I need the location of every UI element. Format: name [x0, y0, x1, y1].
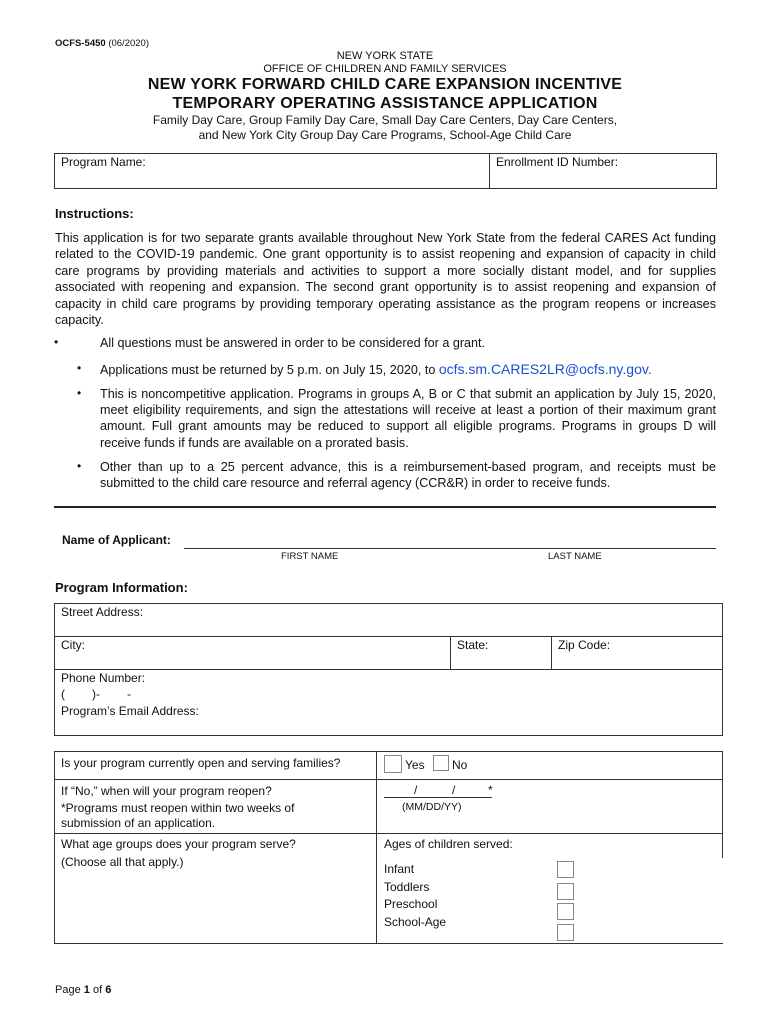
q-open-serving: Is your program currently open and serving families? — [61, 756, 341, 770]
state-label: State: — [457, 638, 489, 652]
instruction-bullet-3: This is noncompetitive application. Programs in groups A, B or C that submit an application by July 15, 2020, meet eligibility requirements, and sign the attestations will receive at least a portion of their maximum grant amount. Full grant amounts may be reduced to support all eligible programs. Programs in groups D will receive funds if funds are available on a prorated basis. — [100, 387, 716, 450]
state-field[interactable] — [453, 652, 549, 668]
section-divider — [54, 506, 716, 508]
street-address-field[interactable] — [56, 619, 720, 635]
email-address-field[interactable] — [56, 718, 720, 734]
no-checkbox[interactable] — [433, 755, 449, 771]
phone-dash: - — [127, 687, 131, 701]
reopen-date-field[interactable] — [384, 783, 492, 797]
row-divider — [54, 943, 723, 944]
age-option-school-age: School-Age — [384, 915, 447, 929]
enrollment-id-label: Enrollment ID Number: — [496, 155, 619, 169]
q-reopen-note-1: *Programs must reopen within two weeks of — [61, 801, 295, 815]
instruction-bullet-4: Other than up to a 25 percent advance, this is a reimbursement-based program, and receipts must be submitted to the child care resource and referral agency (CCR&R) in order to receive funds. — [100, 460, 716, 491]
row-divider — [54, 636, 723, 637]
page-of: of — [92, 984, 103, 996]
page-prefix: Page — [55, 984, 81, 996]
bullet-2-text: Applications must be returned by 5 p.m. on July 15, 2020, to — [100, 363, 439, 377]
last-name-caption: LAST NAME — [548, 551, 602, 562]
age-option-preschool: Preschool — [384, 897, 438, 911]
row-divider — [54, 751, 723, 752]
ages-served-label: Ages of children served: — [384, 837, 513, 851]
phone-paren-close: )- — [92, 687, 100, 701]
instruction-bullet-2 — [100, 361, 716, 378]
subtitle-line-1: Family Day Care, Group Family Day Care, Small Day Care Centers, Day Care Centers, — [152, 113, 618, 127]
last-name-field[interactable] — [456, 531, 714, 547]
city-field[interactable] — [56, 652, 448, 668]
school-age-checkbox[interactable] — [557, 924, 574, 941]
subtitle-line-2: and New York City Group Day Care Programs, School-Age Child Care — [198, 128, 572, 142]
date-required-star: * — [488, 783, 493, 797]
page-number — [55, 984, 111, 996]
form-title-line-2: TEMPORARY OPERATING ASSISTANCE APPLICATION — [172, 95, 598, 112]
bullet-dot: • — [77, 459, 82, 473]
page-current: 1 — [83, 984, 90, 996]
bullet-dot: • — [77, 361, 82, 375]
applicant-name-line — [184, 548, 716, 549]
phone-number-label: Phone Number: — [61, 671, 146, 685]
yes-label: Yes — [405, 758, 425, 772]
agency-line-1: NEW YORK STATE — [336, 50, 434, 62]
col-divider — [722, 751, 723, 858]
submission-email-link[interactable]: ocfs.sm.CARES2LR@ocfs.ny.gov — [438, 361, 648, 377]
instructions-paragraph: This application is for two separate grants available throughout New York State from the federal CARES Act funding related to the COVID-19 pandemic. One grant opportunity is to assist reopening and expansion of capacity in child care programs by providing materials and activities to support a more socially distant model, and for supplies associated with reopening and expansion. The second grant opportunity is to assist reopening and expansion of capacity in child care programs by providing temporary operating assistance as the program reopens or increases capacity. — [55, 231, 716, 328]
q-age-groups-hint: (Choose all that apply.) — [61, 855, 184, 869]
zip-code-field[interactable] — [554, 652, 720, 668]
bullet-dot: • — [77, 386, 82, 400]
preschool-checkbox[interactable] — [557, 903, 574, 920]
row-divider — [54, 833, 723, 834]
phone-paren-open: ( — [61, 687, 65, 701]
q-reopen-note-2: submission of an application. — [61, 816, 216, 830]
form-title-line-1: NEW YORK FORWARD CHILD CARE EXPANSION INCENTIVE — [147, 76, 623, 93]
date-format-hint: (MM/DD/YY) — [402, 801, 462, 813]
zip-code-label: Zip Code: — [558, 638, 611, 652]
program-name-field[interactable] — [56, 170, 486, 187]
q-age-groups: What age groups does your program serve? — [61, 837, 296, 851]
bullet-dot: • — [54, 335, 59, 349]
col-divider — [54, 751, 55, 944]
street-address-label: Street Address: — [61, 605, 144, 619]
instruction-bullet-1: All questions must be answered in order to be considered for a grant. — [100, 336, 486, 350]
col-divider — [551, 636, 552, 669]
city-label: City: — [61, 638, 85, 652]
form-date: (06/2020) — [108, 38, 149, 49]
q-reopen-date: If “No,” when will your program reopen? — [61, 784, 272, 798]
age-option-infant: Infant — [384, 862, 415, 876]
infant-checkbox[interactable] — [557, 861, 574, 878]
date-slash-1: / — [414, 783, 418, 797]
first-name-field[interactable] — [186, 531, 446, 547]
form-number — [55, 38, 149, 49]
no-label: No — [452, 758, 468, 772]
bullet-2-period: . — [647, 361, 652, 377]
col-divider — [376, 751, 377, 944]
table-divider — [489, 153, 490, 189]
toddlers-checkbox[interactable] — [557, 883, 574, 900]
row-divider — [54, 779, 723, 780]
first-name-caption: FIRST NAME — [281, 551, 339, 562]
instructions-heading: Instructions: — [55, 206, 134, 221]
phone-number-field[interactable] — [61, 687, 131, 701]
col-divider — [450, 636, 451, 669]
age-option-toddlers: Toddlers — [384, 880, 430, 894]
date-slash-2: / — [452, 783, 456, 797]
applicant-name-label: Name of Applicant: — [62, 533, 171, 547]
agency-line-2: OFFICE OF CHILDREN AND FAMILY SERVICES — [263, 63, 507, 75]
enrollment-id-field[interactable] — [492, 170, 714, 187]
form-number-code: OCFS-5450 — [55, 38, 106, 49]
email-address-label: Program’s Email Address: — [61, 704, 199, 718]
row-divider — [54, 669, 723, 670]
page-total: 6 — [105, 984, 112, 996]
yes-checkbox[interactable] — [384, 755, 402, 773]
program-name-label: Program Name: — [61, 155, 146, 169]
program-info-heading: Program Information: — [55, 580, 188, 595]
reopen-date-line — [384, 797, 492, 798]
